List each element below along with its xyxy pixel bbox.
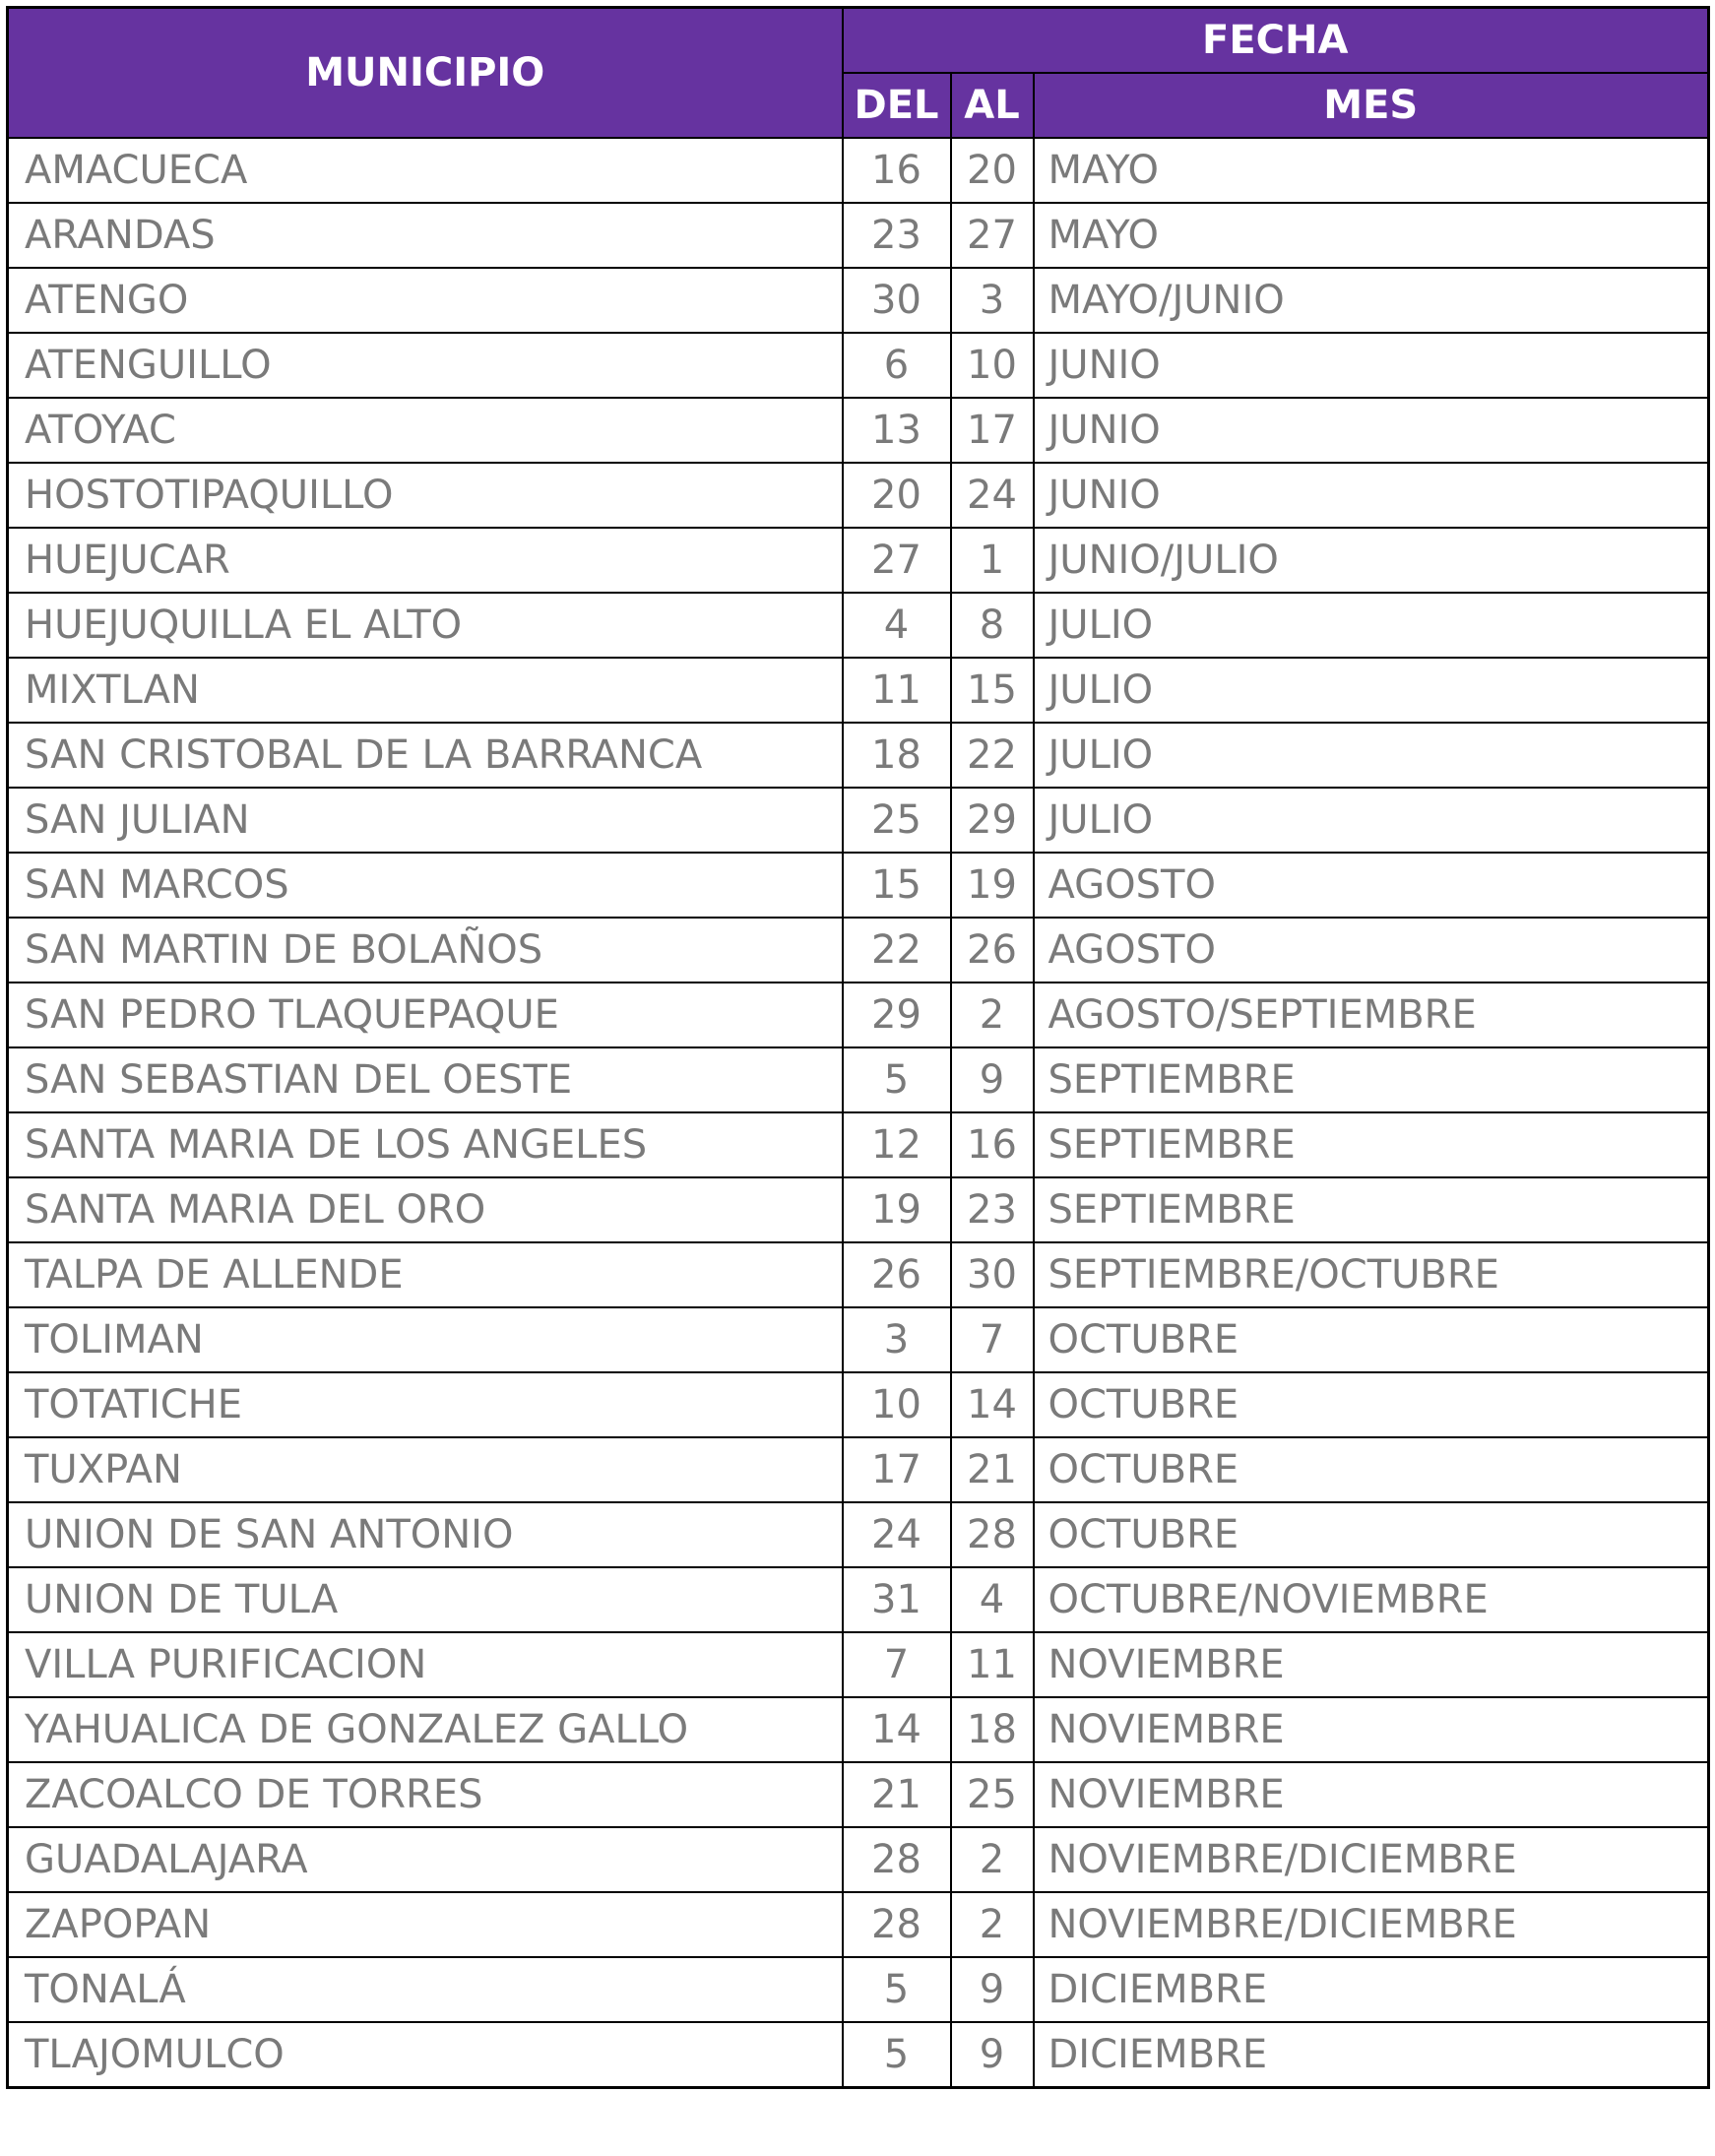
mes-cell: NOVIEMBRE (1034, 1632, 1709, 1697)
mes-cell: NOVIEMBRE/DICIEMBRE (1034, 1827, 1709, 1892)
mes-cell: JULIO (1034, 723, 1709, 788)
al-cell: 27 (951, 203, 1034, 268)
al-cell: 2 (951, 1827, 1034, 1892)
municipio-cell: TONALÁ (8, 1957, 843, 2022)
table-row (8, 203, 1709, 268)
al-cell: 15 (951, 658, 1034, 723)
al-cell: 20 (951, 138, 1034, 203)
del-cell: 5 (843, 1047, 951, 1112)
mes-cell: SEPTIEMBRE (1034, 1047, 1709, 1112)
table-row (8, 1437, 1709, 1502)
header-del: DEL (843, 73, 951, 138)
al-cell: 19 (951, 853, 1034, 918)
table-body (8, 138, 1709, 2088)
table-row (8, 268, 1709, 333)
municipio-cell: MIXTLAN (8, 658, 843, 723)
del-cell: 26 (843, 1242, 951, 1307)
table-row (8, 1177, 1709, 1242)
del-cell: 24 (843, 1502, 951, 1567)
mes-cell: JUNIO/JULIO (1034, 528, 1709, 593)
table-header (8, 8, 1709, 139)
del-cell: 20 (843, 463, 951, 528)
header-row-top (8, 8, 1709, 74)
municipio-cell: ATENGO (8, 268, 843, 333)
table-row (8, 463, 1709, 528)
del-cell: 11 (843, 658, 951, 723)
municipio-cell: ZAPOPAN (8, 1892, 843, 1957)
al-cell: 14 (951, 1372, 1034, 1437)
al-cell: 30 (951, 1242, 1034, 1307)
mes-cell: OCTUBRE (1034, 1437, 1709, 1502)
del-cell: 3 (843, 1307, 951, 1372)
del-cell: 31 (843, 1567, 951, 1632)
al-cell: 8 (951, 593, 1034, 658)
del-cell: 15 (843, 853, 951, 918)
del-cell: 10 (843, 1372, 951, 1437)
al-cell: 4 (951, 1567, 1034, 1632)
municipio-cell: HUEJUQUILLA EL ALTO (8, 593, 843, 658)
mes-cell: JUNIO (1034, 398, 1709, 463)
mes-cell: OCTUBRE (1034, 1307, 1709, 1372)
table-row (8, 788, 1709, 853)
al-cell: 11 (951, 1632, 1034, 1697)
municipio-cell: SAN CRISTOBAL DE LA BARRANCA (8, 723, 843, 788)
municipio-cell: TOLIMAN (8, 1307, 843, 1372)
municipio-cell: ATENGUILLO (8, 333, 843, 398)
mes-cell: JULIO (1034, 658, 1709, 723)
mes-cell: DICIEMBRE (1034, 1957, 1709, 2022)
table-row (8, 983, 1709, 1047)
municipio-cell: SAN PEDRO TLAQUEPAQUE (8, 983, 843, 1047)
table-row (8, 1827, 1709, 1892)
del-cell: 5 (843, 1957, 951, 2022)
al-cell: 1 (951, 528, 1034, 593)
municipio-cell: SAN JULIAN (8, 788, 843, 853)
al-cell: 2 (951, 983, 1034, 1047)
municipio-cell: TALPA DE ALLENDE (8, 1242, 843, 1307)
al-cell: 21 (951, 1437, 1034, 1502)
table-row (8, 528, 1709, 593)
table-row (8, 2022, 1709, 2088)
table-row (8, 1307, 1709, 1372)
del-cell: 28 (843, 1892, 951, 1957)
table-row (8, 658, 1709, 723)
al-cell: 26 (951, 918, 1034, 983)
table-row (8, 1892, 1709, 1957)
al-cell: 25 (951, 1762, 1034, 1827)
mes-cell: NOVIEMBRE (1034, 1697, 1709, 1762)
municipio-cell: VILLA PURIFICACION (8, 1632, 843, 1697)
header-mes: MES (1034, 73, 1709, 138)
del-cell: 17 (843, 1437, 951, 1502)
al-cell: 23 (951, 1177, 1034, 1242)
mes-cell: MAYO (1034, 203, 1709, 268)
mes-cell: NOVIEMBRE/DICIEMBRE (1034, 1892, 1709, 1957)
al-cell: 9 (951, 2022, 1034, 2088)
table-row (8, 138, 1709, 203)
table-row (8, 1697, 1709, 1762)
del-cell: 14 (843, 1697, 951, 1762)
schedule-table (6, 6, 1710, 2089)
mes-cell: DICIEMBRE (1034, 2022, 1709, 2088)
al-cell: 3 (951, 268, 1034, 333)
al-cell: 10 (951, 333, 1034, 398)
mes-cell: MAYO/JUNIO (1034, 268, 1709, 333)
al-cell: 16 (951, 1112, 1034, 1177)
del-cell: 4 (843, 593, 951, 658)
table-row (8, 1372, 1709, 1437)
del-cell: 25 (843, 788, 951, 853)
al-cell: 7 (951, 1307, 1034, 1372)
del-cell: 5 (843, 2022, 951, 2088)
del-cell: 21 (843, 1762, 951, 1827)
municipio-cell: SAN MARTIN DE BOLAÑOS (8, 918, 843, 983)
municipio-cell: ATOYAC (8, 398, 843, 463)
header-municipio: MUNICIPIO (8, 8, 843, 139)
header-al: AL (951, 73, 1034, 138)
mes-cell: SEPTIEMBRE (1034, 1112, 1709, 1177)
table-row (8, 398, 1709, 463)
mes-cell: AGOSTO (1034, 853, 1709, 918)
table-row (8, 1047, 1709, 1112)
al-cell: 22 (951, 723, 1034, 788)
del-cell: 22 (843, 918, 951, 983)
mes-cell: SEPTIEMBRE/OCTUBRE (1034, 1242, 1709, 1307)
del-cell: 30 (843, 268, 951, 333)
mes-cell: JULIO (1034, 593, 1709, 658)
del-cell: 27 (843, 528, 951, 593)
del-cell: 12 (843, 1112, 951, 1177)
municipio-cell: GUADALAJARA (8, 1827, 843, 1892)
municipio-cell: ARANDAS (8, 203, 843, 268)
municipio-cell: TOTATICHE (8, 1372, 843, 1437)
mes-cell: SEPTIEMBRE (1034, 1177, 1709, 1242)
del-cell: 23 (843, 203, 951, 268)
mes-cell: AGOSTO (1034, 918, 1709, 983)
municipio-cell: HOSTOTIPAQUILLO (8, 463, 843, 528)
mes-cell: OCTUBRE (1034, 1372, 1709, 1437)
municipio-cell: ZACOALCO DE TORRES (8, 1762, 843, 1827)
table-row (8, 918, 1709, 983)
mes-cell: JUNIO (1034, 463, 1709, 528)
municipio-cell: SANTA MARIA DEL ORO (8, 1177, 843, 1242)
municipio-cell: UNION DE SAN ANTONIO (8, 1502, 843, 1567)
municipio-cell: HUEJUCAR (8, 528, 843, 593)
del-cell: 19 (843, 1177, 951, 1242)
municipio-cell: SAN SEBASTIAN DEL OESTE (8, 1047, 843, 1112)
table-row (8, 1567, 1709, 1632)
mes-cell: MAYO (1034, 138, 1709, 203)
municipio-cell: SANTA MARIA DE LOS ANGELES (8, 1112, 843, 1177)
municipio-cell: UNION DE TULA (8, 1567, 843, 1632)
table-row (8, 1502, 1709, 1567)
table-row (8, 1762, 1709, 1827)
al-cell: 17 (951, 398, 1034, 463)
del-cell: 28 (843, 1827, 951, 1892)
table-row (8, 1632, 1709, 1697)
al-cell: 9 (951, 1957, 1034, 2022)
mes-cell: OCTUBRE (1034, 1502, 1709, 1567)
mes-cell: NOVIEMBRE (1034, 1762, 1709, 1827)
al-cell: 9 (951, 1047, 1034, 1112)
del-cell: 13 (843, 398, 951, 463)
municipio-cell: SAN MARCOS (8, 853, 843, 918)
table-row (8, 1242, 1709, 1307)
table-row (8, 593, 1709, 658)
municipio-cell: YAHUALICA DE GONZALEZ GALLO (8, 1697, 843, 1762)
table-row (8, 723, 1709, 788)
mes-cell: JULIO (1034, 788, 1709, 853)
del-cell: 6 (843, 333, 951, 398)
del-cell: 7 (843, 1632, 951, 1697)
mes-cell: AGOSTO/SEPTIEMBRE (1034, 983, 1709, 1047)
table-row (8, 853, 1709, 918)
municipio-cell: TLAJOMULCO (8, 2022, 843, 2088)
table-row (8, 1957, 1709, 2022)
del-cell: 16 (843, 138, 951, 203)
del-cell: 18 (843, 723, 951, 788)
al-cell: 18 (951, 1697, 1034, 1762)
al-cell: 2 (951, 1892, 1034, 1957)
table-row (8, 1112, 1709, 1177)
table-row (8, 333, 1709, 398)
header-fecha: FECHA (843, 8, 1709, 74)
del-cell: 29 (843, 983, 951, 1047)
mes-cell: OCTUBRE/NOVIEMBRE (1034, 1567, 1709, 1632)
municipio-cell: AMACUECA (8, 138, 843, 203)
al-cell: 29 (951, 788, 1034, 853)
al-cell: 28 (951, 1502, 1034, 1567)
mes-cell: JUNIO (1034, 333, 1709, 398)
municipio-cell: TUXPAN (8, 1437, 843, 1502)
al-cell: 24 (951, 463, 1034, 528)
